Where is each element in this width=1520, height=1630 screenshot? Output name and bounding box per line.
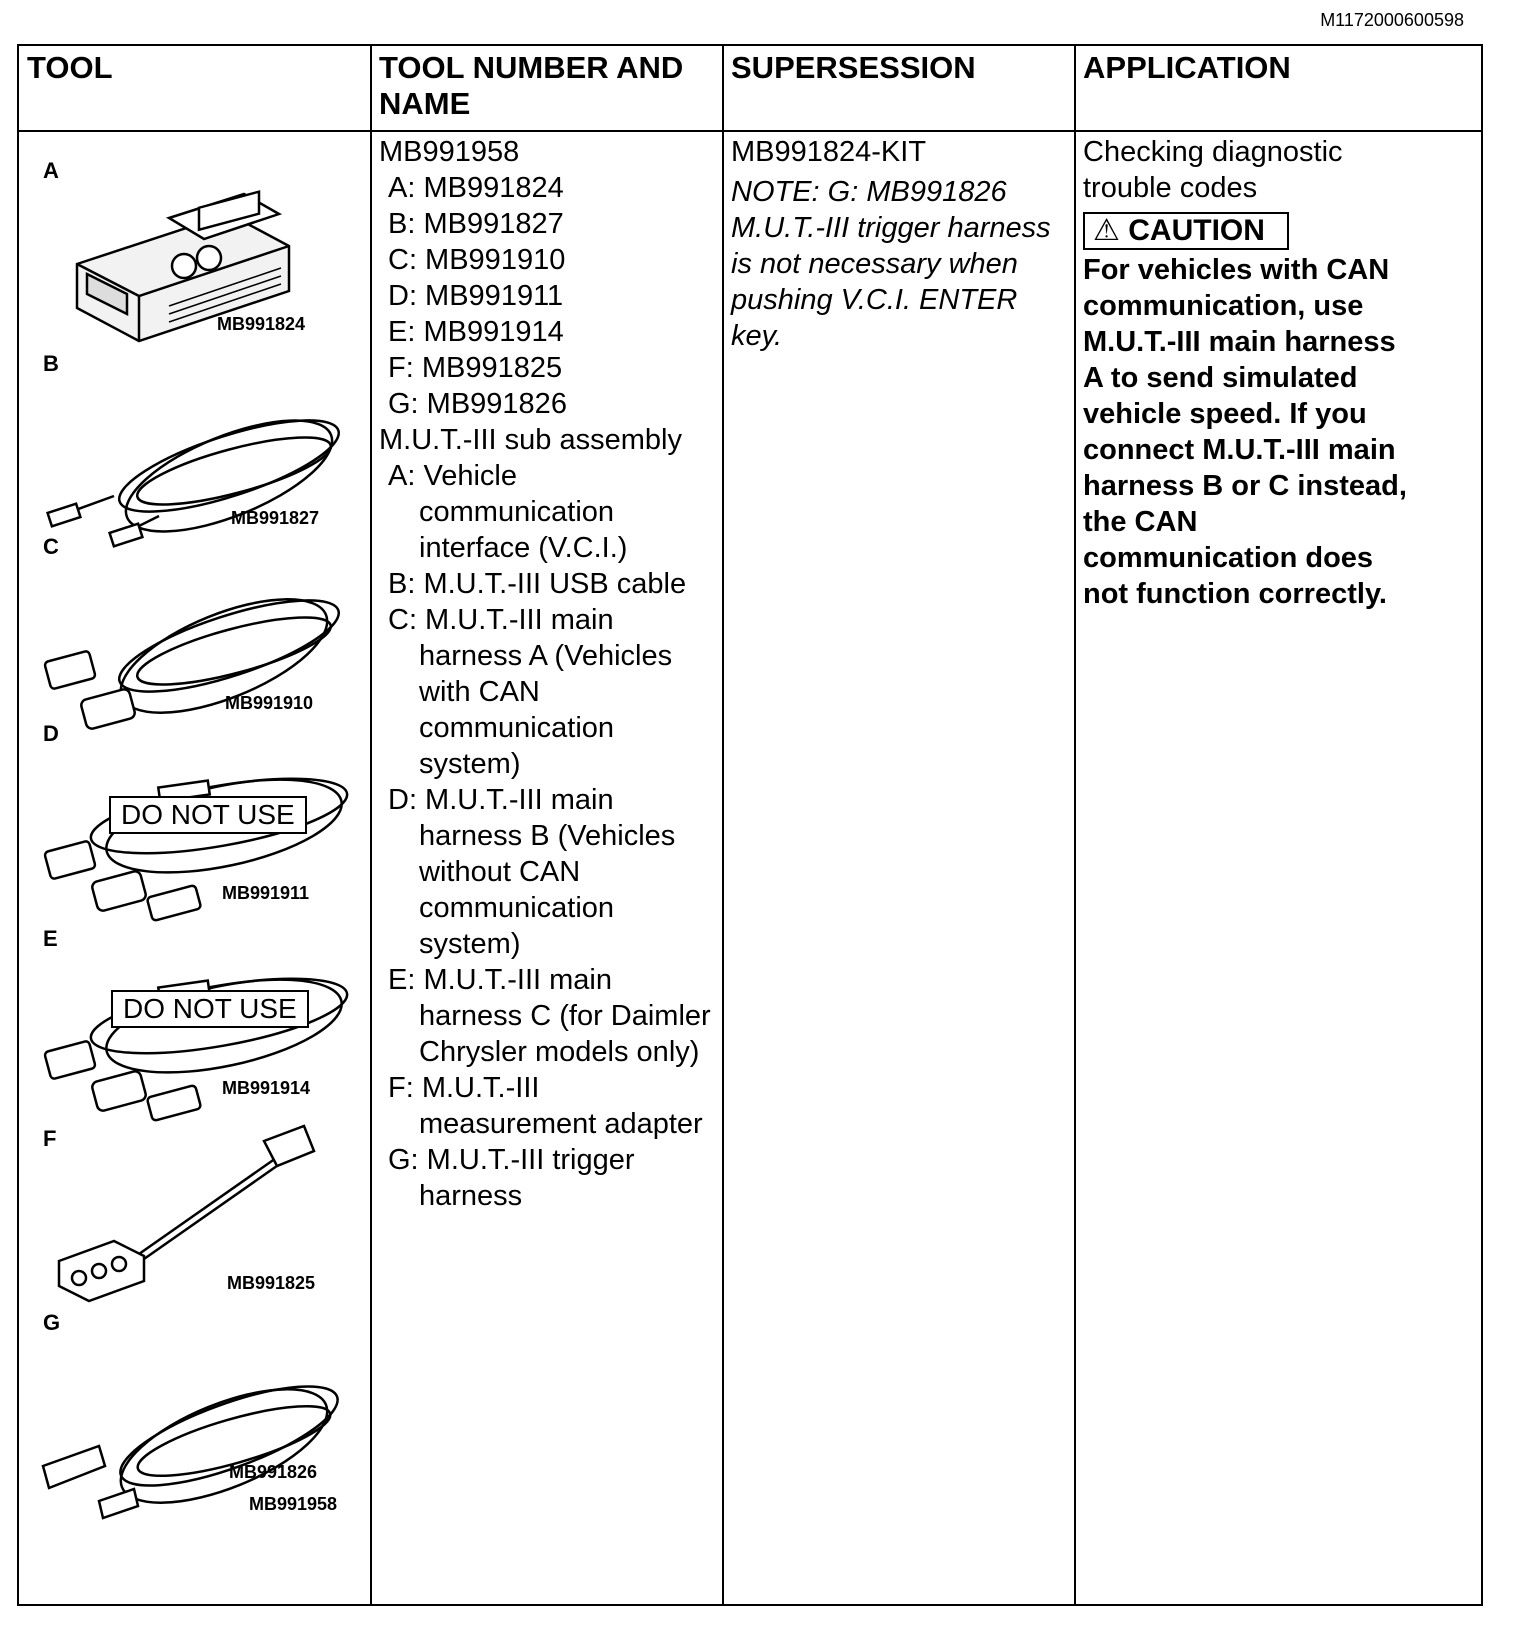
caution-line: not function correctly.	[1083, 578, 1387, 610]
caution-line: For vehicles with CAN	[1083, 254, 1390, 286]
sub-item-continuation: without CAN	[419, 856, 581, 888]
sub-item-continuation: system)	[419, 928, 521, 960]
sub-item-continuation: communication	[419, 712, 615, 744]
sub-item: D: M.U.T.-III main	[388, 784, 614, 816]
kit-part-number: MB991958	[249, 1494, 338, 1514]
note-line: key.	[731, 320, 783, 352]
sub-item: G: M.U.T.-III trigger	[388, 1144, 635, 1176]
part-number-b: MB991827	[231, 508, 320, 528]
sub-item: F: M.U.T.-III	[388, 1072, 540, 1104]
header-application: APPLICATION	[1083, 50, 1291, 85]
caution-line: the CAN	[1083, 506, 1198, 538]
sub-item: E: M.U.T.-III main	[388, 964, 612, 996]
column-divider	[370, 46, 372, 1604]
caution-line: M.U.T.-III main harness	[1083, 326, 1396, 358]
sub-item-continuation: with CAN	[419, 676, 540, 708]
caution-badge	[1083, 212, 1289, 250]
caution-line: communication, use	[1083, 290, 1364, 322]
sub-item-continuation: communication	[419, 892, 615, 924]
part-line: E: MB991914	[388, 316, 564, 348]
tool-label-g: G	[43, 1310, 61, 1335]
part-number-g: MB991826	[229, 1462, 318, 1482]
header-tool: TOOL	[27, 50, 113, 85]
column-divider	[1074, 46, 1076, 1604]
warning-triangle-icon: ⚠	[1093, 214, 1120, 247]
supersession-kit: MB991824-KIT	[731, 136, 927, 168]
caution-label: CAUTION	[1128, 214, 1265, 247]
document-id: M1172000600598	[1320, 10, 1464, 30]
tool-label-c: C	[43, 534, 59, 559]
sub-assembly-list	[379, 458, 719, 1214]
tool-label-e: E	[43, 926, 58, 951]
tool-label-d: D	[43, 721, 59, 746]
caution-line: harness B or C instead,	[1083, 470, 1407, 502]
note-line: NOTE: G: MB991826	[731, 176, 1007, 208]
supersession-note	[731, 174, 1071, 354]
part-number-a: MB991824	[217, 314, 306, 334]
sub-item-continuation: measurement adapter	[419, 1108, 703, 1140]
part-line: F: MB991825	[388, 352, 563, 384]
do-not-use-label-e: DO NOT USE	[111, 990, 309, 1028]
sub-item-continuation: system)	[419, 748, 521, 780]
note-line: M.U.T.-III trigger harness	[731, 212, 1051, 244]
do-not-use-label-d: DO NOT USE	[109, 796, 307, 834]
sub-item-continuation: communication	[419, 496, 615, 528]
caution-line: connect M.U.T.-III main	[1083, 434, 1396, 466]
supersession-cell	[731, 134, 1071, 354]
header-supersession: SUPERSESSION	[731, 50, 976, 85]
sub-item: C: M.U.T.-III main	[388, 604, 614, 636]
application-line: trouble codes	[1083, 172, 1258, 204]
tool-label-a: A	[43, 158, 59, 183]
note-line: is not necessary when	[731, 248, 1018, 280]
tool-number-cell	[379, 134, 719, 1214]
part-number-d: MB991911	[222, 883, 310, 903]
special-tool-table	[17, 44, 1483, 1606]
caution-line: communication does	[1083, 542, 1374, 574]
part-line: C: MB991910	[388, 244, 566, 276]
part-number-c: MB991910	[225, 693, 314, 713]
sub-item-continuation: harness	[419, 1180, 523, 1212]
tool-label-f: F	[43, 1126, 57, 1151]
caution-line: A to send simulated	[1083, 362, 1358, 394]
application-cell	[1083, 134, 1463, 612]
part-number-f: MB991825	[227, 1273, 316, 1293]
sub-item: A: Vehicle	[388, 460, 517, 492]
sub-assembly-title: M.U.T.-III sub assembly	[379, 424, 682, 456]
column-divider	[722, 46, 724, 1604]
sub-item-continuation: harness B (Vehicles	[419, 820, 676, 852]
part-number-e: MB991914	[222, 1078, 311, 1098]
part-line: B: MB991827	[388, 208, 564, 240]
header-tool-number-and-name: TOOL NUMBER AND NAME	[379, 50, 684, 121]
caution-text	[1083, 252, 1463, 612]
note-line: pushing V.C.I. ENTER	[731, 284, 1018, 316]
part-line: G: MB991826	[388, 388, 567, 420]
part-line: D: MB991911	[388, 280, 564, 312]
tool-label-b: B	[43, 351, 59, 376]
sub-item-continuation: harness C (for Daimler	[419, 1000, 711, 1032]
sub-item-continuation: Chrysler models only)	[419, 1036, 700, 1068]
kit-number: MB991958	[379, 136, 520, 168]
sub-item: B: M.U.T.-III USB cable	[388, 568, 687, 600]
usb-cable-illustration	[48, 398, 348, 555]
sub-item-continuation: harness A (Vehicles	[419, 640, 673, 672]
application-line: Checking diagnostic	[1083, 136, 1343, 168]
caution-line: vehicle speed. If you	[1083, 398, 1367, 430]
part-line: A: MB991824	[388, 172, 564, 204]
sub-item-continuation: interface (V.C.I.)	[419, 532, 628, 564]
